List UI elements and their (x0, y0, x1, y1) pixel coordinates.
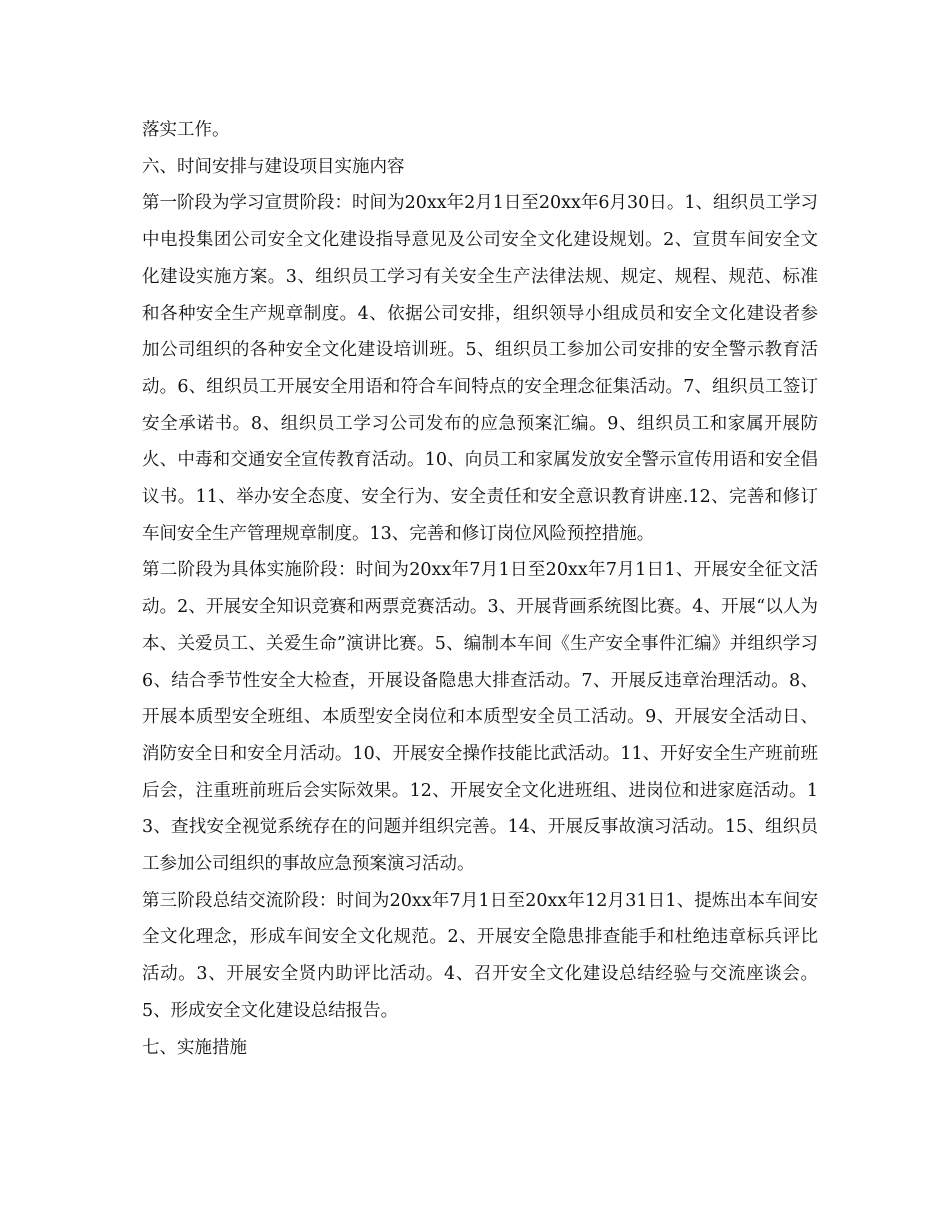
section-heading-schedule: 六、时间安排与建设项目实施内容 (142, 156, 405, 177)
paragraph-phase-three: 第三阶段总结交流阶段：时间为20xx年7月1日至20xx年12月31日1、提炼出本车间安全文化理念，形成车间安全文化规范。2、开展安全隐患排查能手和杜绝违章标兵评比活动。3、开展安全贤内助评比活动。4、召开安全文化建设总结经验与交流座谈会。5、形成安全文化建设总结报告。 (142, 890, 818, 1021)
paragraph-phase-two: 第二阶段为具体实施阶段：时间为20xx年7月1日至20xx年7月1日1、开展安全征文活动。2、开展安全知识竞赛和两票竞赛活动。3、开展背画系统图比赛。4、开展“以人为本、关爱员工、关爱生命”演讲比赛。5、编制本车间《生产安全事件汇编》并组织学习6、结合季节性安全大检查，开展设备隐患大排查活动。7、开展反违章治理活动。8、开展本质型安全班组、本质型安全岗位和本质型安全员工活动。9、开展安全活动日、消防安全日和安全月活动。10、开展安全操作技能比武活动。11、开好安全生产班前班后会，注重班前班后会实际效果。12、开展安全文化进班组、进岗位和进家庭活动。13、查找安全视觉系统存在的问题并组织完善。14、开展反事故演习活动。15、组织员工参加公司组织的事故应急预案演习活动。 (142, 560, 818, 875)
paragraph-phase-one: 第一阶段为学习宣贯阶段：时间为20xx年2月1日至20xx年6月30日。1、组织员工学习中电投集团公司安全文化建设指导意见及公司安全文化建设规划。2、宣贯车间安全文化建设实施方案。3、组织员工学习有关安全生产法律法规、规定、规程、规范、标准和各种安全生产规章制度。4、依据公司安排，组织领导小组成员和安全文化建设者参加公司组织的各种安全文化建设培训班。5、组织员工参加公司安排的安全警示教育活动。6、组织员工开展安全用语和符合车间特点的安全理念征集活动。7、组织员工签订安全承诺书。8、组织员工学习公司发布的应急预案汇编。9、组织员工和家属开展防火、中毒和交通安全宣传教育活动。10、向员工和家属发放安全警示宣传用语和安全倡议书。11、举办安全态度、安全行为、安全责任和安全意识教育讲座.12、完善和修订车间安全生产管理规章制度。13、完善和修订岗位风险预控措施。 (142, 193, 818, 544)
document-body (142, 112, 818, 1066)
section-heading-measures: 七、实施措施 (142, 1037, 247, 1058)
paragraph-continuation: 落实工作。 (142, 120, 230, 140)
